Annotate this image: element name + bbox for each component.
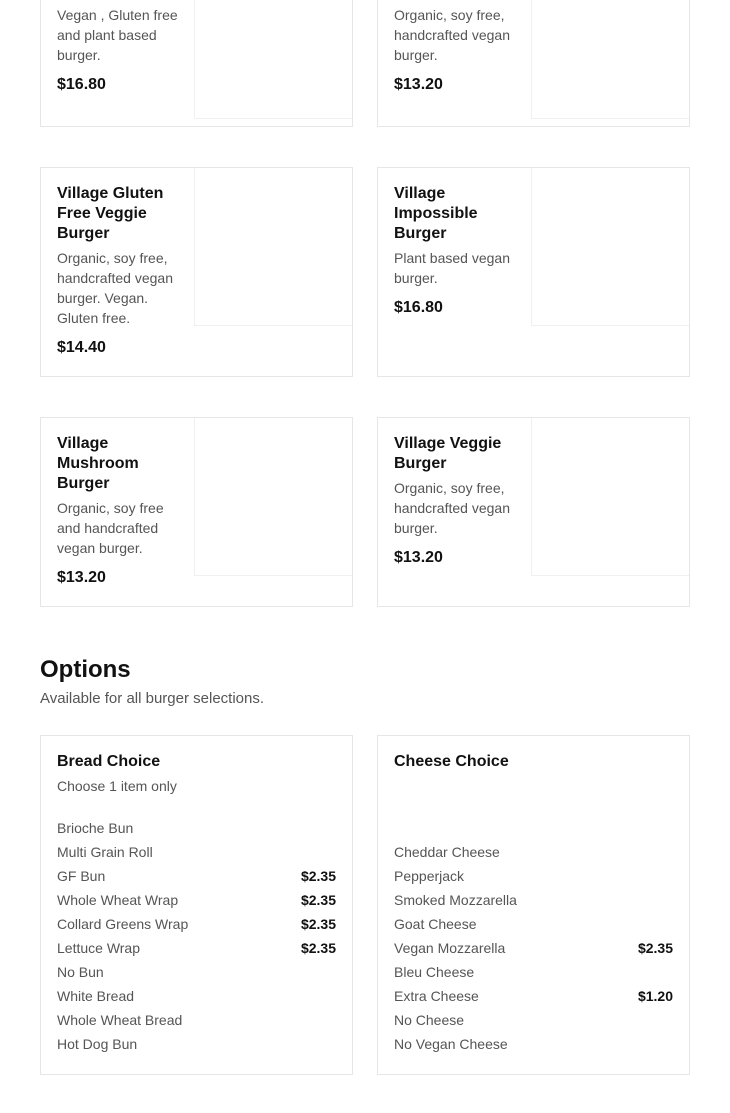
item-name xyxy=(394,0,516,1)
option-label: Brioche Bun xyxy=(57,820,134,836)
option-price: $2.35 xyxy=(300,868,336,884)
cheese-option[interactable] xyxy=(394,1008,673,1032)
cheese-option[interactable] xyxy=(394,1032,673,1056)
cheese-option[interactable] xyxy=(394,888,673,912)
item-name: Village Impossible Burger xyxy=(394,185,478,242)
item-price: $14.40 xyxy=(57,339,106,356)
cheese-option[interactable] xyxy=(394,912,673,936)
cheese-option[interactable] xyxy=(394,960,673,984)
option-label: Hot Dog Bun xyxy=(57,1036,138,1052)
bread-choice-card xyxy=(40,735,353,1075)
cheese-option[interactable] xyxy=(394,840,673,864)
item-price: $13.20 xyxy=(57,569,106,586)
bread-option[interactable] xyxy=(57,1008,336,1032)
bread-choice-title: Bread Choice xyxy=(57,753,161,770)
bread-option[interactable] xyxy=(57,960,336,984)
item-info xyxy=(57,434,179,588)
bread-option[interactable] xyxy=(57,936,336,960)
menu-item-card[interactable] xyxy=(377,417,690,607)
item-description: Organic, soy free, handcrafted vegan burger. Vegan. Gluten free. xyxy=(57,250,173,326)
option-label: Multi Grain Roll xyxy=(57,844,153,860)
item-image xyxy=(531,418,689,576)
cheese-option[interactable] xyxy=(394,984,673,1008)
options-heading: Options xyxy=(40,656,131,683)
menu-item-card[interactable] xyxy=(40,0,353,127)
option-label: GF Bun xyxy=(57,868,106,884)
option-label: Whole Wheat Bread xyxy=(57,1012,183,1028)
option-label: Bleu Cheese xyxy=(394,964,475,980)
option-price: $2.35 xyxy=(300,892,336,908)
option-label: Collard Greens Wrap xyxy=(57,916,189,932)
item-image xyxy=(194,418,352,576)
bread-choice-note: Choose 1 item only xyxy=(57,778,177,794)
bread-option[interactable] xyxy=(57,984,336,1008)
item-price: $16.80 xyxy=(394,299,443,316)
item-info xyxy=(57,0,179,95)
item-info xyxy=(394,434,516,568)
option-label: No Cheese xyxy=(394,1012,465,1028)
item-price: $16.80 xyxy=(57,76,106,93)
option-label: Cheddar Cheese xyxy=(394,844,500,860)
cheese-option[interactable] xyxy=(394,936,673,960)
option-label: Vegan Mozzarella xyxy=(394,940,506,956)
bread-option[interactable] xyxy=(57,864,336,888)
cheese-option[interactable] xyxy=(394,864,673,888)
option-label: Extra Cheese xyxy=(394,988,479,1004)
option-label: No Vegan Cheese xyxy=(394,1036,508,1052)
item-price: $13.20 xyxy=(394,76,443,93)
item-info xyxy=(57,184,179,358)
item-image xyxy=(531,168,689,326)
item-image xyxy=(194,0,352,119)
option-price: $2.35 xyxy=(637,940,673,956)
item-name: Village Gluten Free Veggie Burger xyxy=(57,185,164,242)
option-label: Whole Wheat Wrap xyxy=(57,892,179,908)
bread-option[interactable] xyxy=(57,840,336,864)
item-description: Organic, soy free, handcrafted vegan burger. xyxy=(394,7,510,63)
item-description: Plant based vegan burger. xyxy=(394,250,510,286)
option-price: $2.35 xyxy=(300,916,336,932)
item-name xyxy=(57,0,179,1)
bread-option[interactable] xyxy=(57,888,336,912)
item-name: Village Mushroom Burger xyxy=(57,435,139,492)
option-price: $2.35 xyxy=(300,940,336,956)
item-price: $13.20 xyxy=(394,549,443,566)
item-image xyxy=(194,168,352,326)
option-label: Lettuce Wrap xyxy=(57,940,141,956)
option-label: Smoked Mozzarella xyxy=(394,892,517,908)
cheese-choice-card xyxy=(377,735,690,1075)
option-label: Pepperjack xyxy=(394,868,465,884)
bread-options-list xyxy=(57,816,336,1056)
item-info xyxy=(394,0,516,95)
option-label: No Bun xyxy=(57,964,104,980)
cheese-choice-title: Cheese Choice xyxy=(394,753,509,770)
item-description: Organic, soy free and handcrafted vegan burger. xyxy=(57,500,164,556)
option-label: White Bread xyxy=(57,988,135,1004)
item-description: Organic, soy free, handcrafted vegan burger. xyxy=(394,480,510,536)
option-label: Goat Cheese xyxy=(394,916,477,932)
menu-item-card[interactable] xyxy=(377,167,690,377)
item-image xyxy=(531,0,689,119)
bread-option[interactable] xyxy=(57,912,336,936)
item-description: Vegan , Gluten free and plant based burger. xyxy=(57,7,178,63)
menu-item-card[interactable] xyxy=(40,167,353,377)
bread-option[interactable] xyxy=(57,1032,336,1056)
option-price: $1.20 xyxy=(637,988,673,1004)
menu-item-card[interactable] xyxy=(377,0,690,127)
options-subtitle: Available for all burger selections. xyxy=(40,690,265,707)
item-info xyxy=(394,184,516,318)
item-name: Village Veggie Burger xyxy=(394,435,502,472)
bread-option[interactable] xyxy=(57,816,336,840)
menu-item-card[interactable] xyxy=(40,417,353,607)
cheese-options-list xyxy=(394,840,673,1056)
